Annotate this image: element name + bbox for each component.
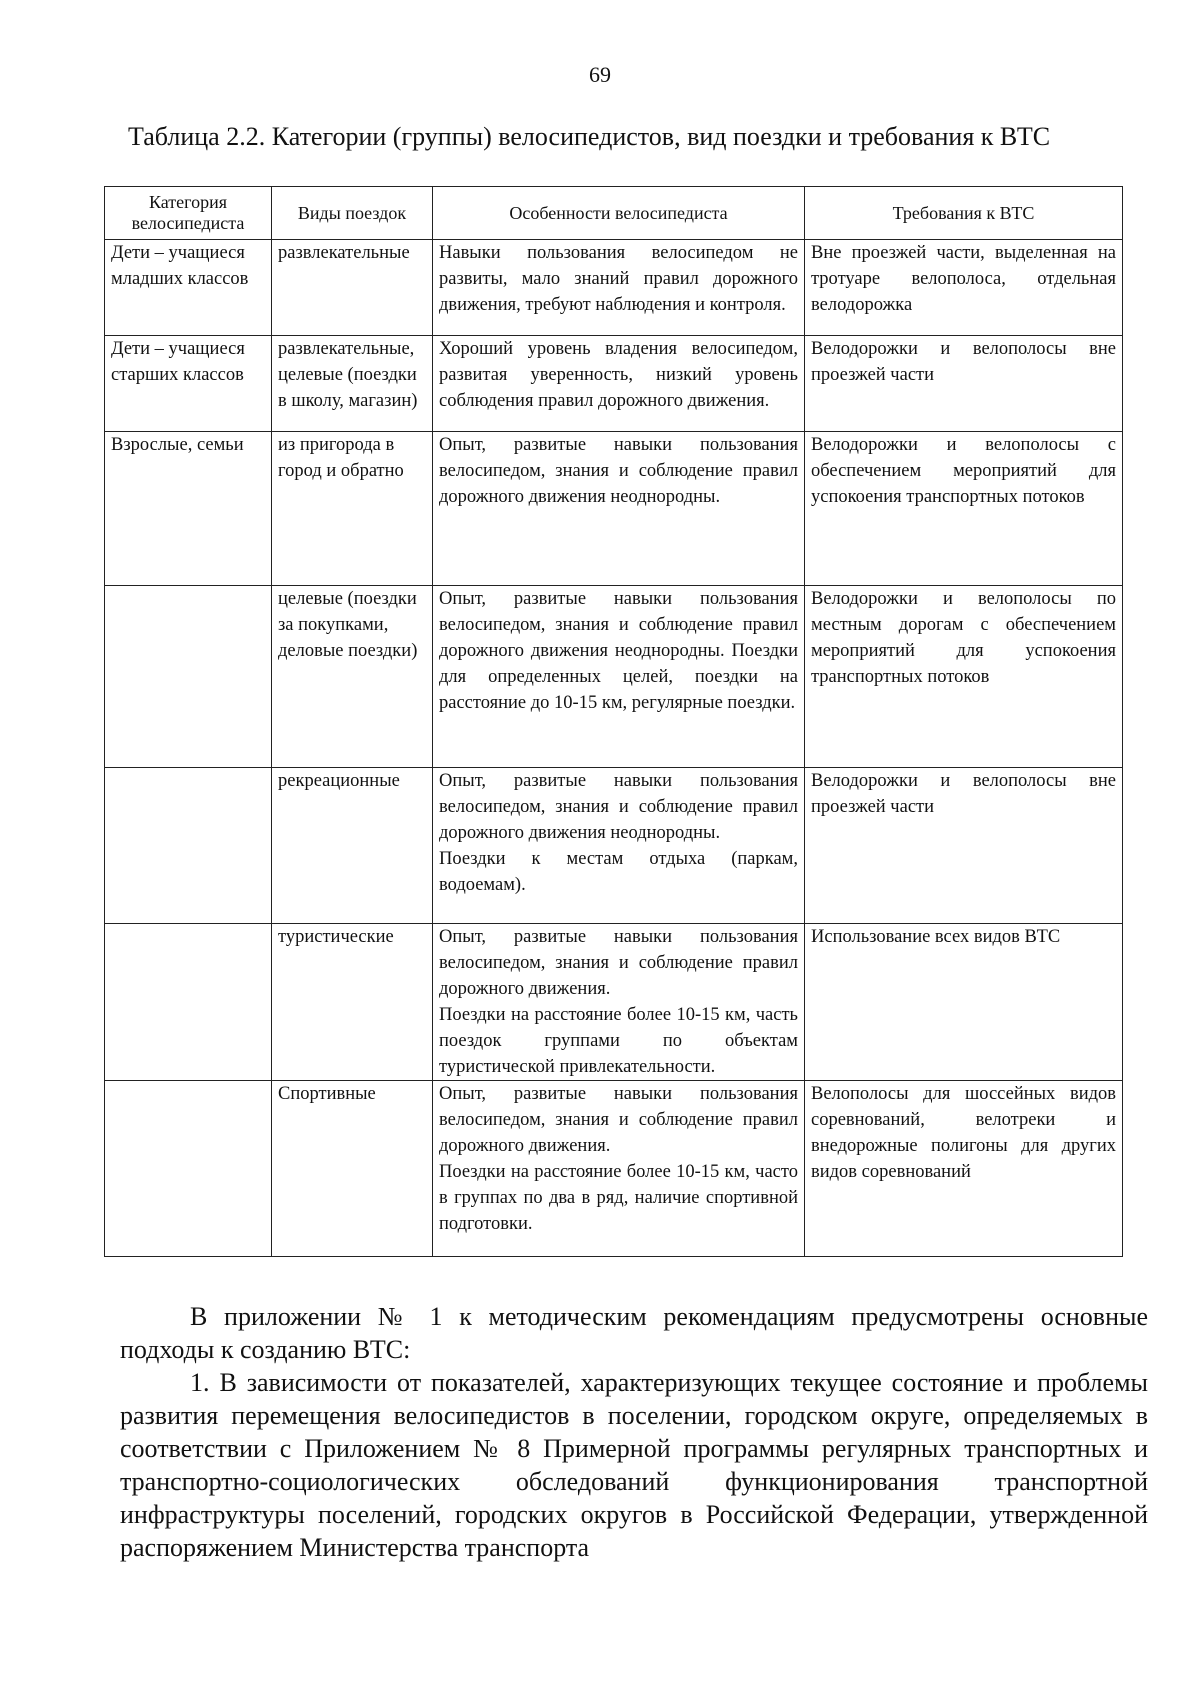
table-row [105,768,1123,924]
header-trip-types: Виды поездок [272,187,433,240]
cell-category: Взрослые, семьи [105,432,272,586]
cell-trip: целевые (поездки за покупками, деловые поездки) [272,586,433,768]
header-features: Особенности велосипедиста [433,187,805,240]
cell-features: Хороший уровень владения велосипедом, развитая уверенность, низкий уровень соблюдения правил дорожного движения. [433,336,805,432]
cell-features: Опыт, развитые навыки пользования велосипедом, знания и соблюдение правил дорожного движения неоднородны. [433,432,805,586]
table-row [105,586,1123,768]
cell-features [433,768,805,924]
cell-category: Дети – учащиеся младших классов [105,240,272,336]
cell-trip: Спортивные [272,1081,433,1257]
cell-requirements: Велодорожки и велополосы по местным дорогам с обеспечением мероприятий для успокоения транспортных потоков [805,586,1123,768]
table-row [105,1081,1123,1257]
features-text: Опыт, развитые навыки пользования велосипедом, знания и соблюдение правил дорожного движения. [439,1084,798,1156]
table-title: Таблица 2.2. Категории (группы) велосипедистов, вид поездки и требования к ВТС [128,122,1051,151]
header-requirements: Требования к ВТС [805,187,1123,240]
cell-requirements: Вне проезжей части, выделенная на тротуаре велополоса, отдельная велодорожка [805,240,1123,336]
cell-category: Дети – учащиеся старших классов [105,336,272,432]
cell-features [433,924,805,1081]
table-row [105,924,1123,1081]
paragraph: В приложении № 1 к методическим рекомендациям предусмотрены основные подходы к созданию ВТС: [120,1302,1148,1364]
cell-trip: развлекательные [272,240,433,336]
table-row [105,336,1123,432]
cell-features [433,1081,805,1257]
cell-requirements: Велодорожки и велополосы вне проезжей части [805,336,1123,432]
cell-requirements: Велополосы для шоссейных видов соревнований, велотреки и внедорожные полигоны для других видов соревнований [805,1081,1123,1257]
cell-category [105,586,272,768]
table-row [105,240,1123,336]
features-extra-text: Поездки на расстояние более 10-15 км, часто в группах по два в ряд, наличие спортивной подготовки. [439,1162,798,1234]
cell-requirements: Использование всех видов ВТС [805,924,1123,1081]
cell-requirements: Велодорожки и велополосы с обеспечением мероприятий для успокоения транспортных потоков [805,432,1123,586]
header-category: Категория велосипедиста [105,187,272,240]
cyclist-categories-table [104,186,1123,1257]
cell-category [105,1081,272,1257]
paragraph: 1. В зависимости от показателей, характеризующих текущее состояние и проблемы развития перемещения велосипедистов в поселении, городском округе, определяемых в соответствии с Приложением № 8 Примерной программы регулярных транспортных и транспортно-социологических обследований функционирования транспортной инфраструктуры поселений, городских округов в Российской Федерации, утвержденной распоряжением Министерства транспорта [120,1368,1148,1562]
features-text: Опыт, развитые навыки пользования велосипедом, знания и соблюдение правил дорожного движения. [439,927,798,999]
features-extra-text: Поездки на расстояние более 10-15 км, часть поездок группами по объектам туристической привлекательности. [439,1005,798,1077]
cell-trip: из пригорода в город и обратно [272,432,433,586]
cell-trip: рекреационные [272,768,433,924]
cell-category [105,768,272,924]
features-text: Опыт, развитые навыки пользования велосипедом, знания и соблюдение правил дорожного движения неоднородны. [439,771,798,843]
body-text [120,1300,1148,1564]
table-header-row [105,187,1123,240]
cell-requirements: Велодорожки и велополосы вне проезжей части [805,768,1123,924]
cell-features: Опыт, развитые навыки пользования велосипедом, знания и соблюдение правил дорожного движения неоднородны. Поездки для определенных целей, поездки на расстояние до 10-15 км, регулярные поездки. [433,586,805,768]
cell-features: Навыки пользования велосипедом не развиты, мало знаний правил дорожного движения, требуют наблюдения и контроля. [433,240,805,336]
features-extra-text: Поездки к местам отдыха (паркам, водоемам). [439,849,798,895]
page-number: 69 [589,62,611,87]
cell-trip: туристические [272,924,433,1081]
cell-category [105,924,272,1081]
cell-trip: развлекательные, целевые (поездки в школу, магазин) [272,336,433,432]
table-row [105,432,1123,586]
